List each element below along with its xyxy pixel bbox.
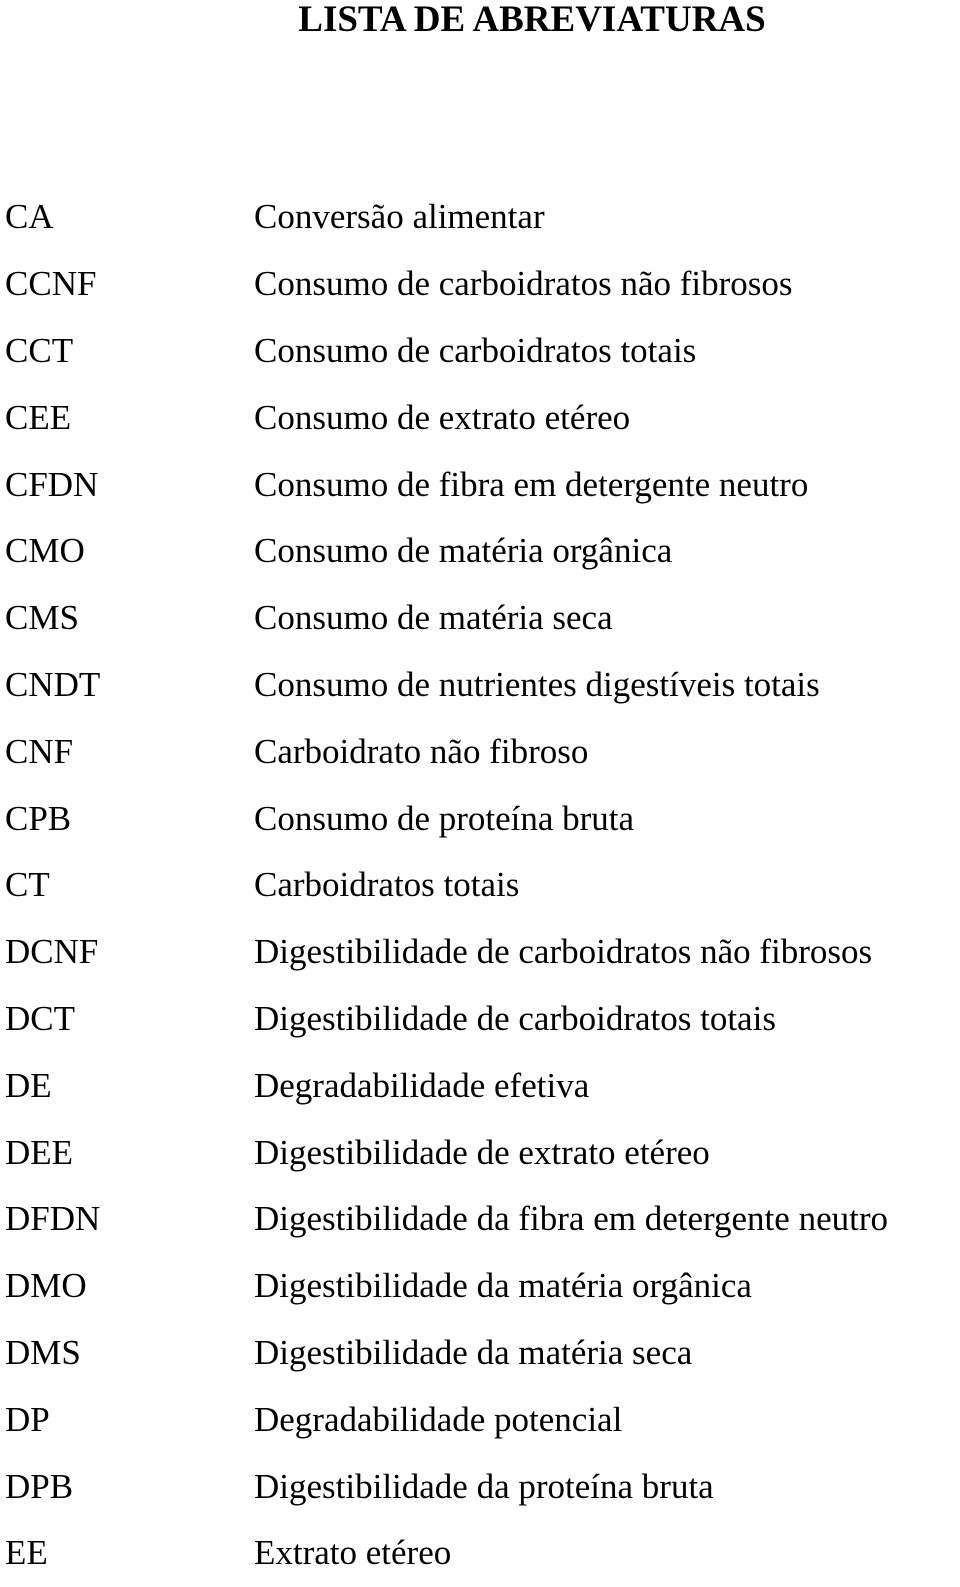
page-title: LISTA DE ABREVIATURAS <box>298 0 766 40</box>
abbreviation-code: CMO <box>5 531 85 571</box>
abbreviation-code: DEE <box>5 1132 74 1172</box>
abbreviation-row <box>0 1453 960 1520</box>
abbreviation-code: CNF <box>5 731 74 771</box>
abbreviation-row <box>0 986 960 1053</box>
abbreviation-code: CT <box>5 865 50 905</box>
abbreviation-code: CMS <box>5 598 79 638</box>
abbreviation-row <box>0 1052 960 1119</box>
abbreviation-code: CA <box>5 197 54 237</box>
abbreviation-description: Digestibilidade de carboidratos não fibrosos <box>254 932 873 972</box>
abbreviation-list <box>0 184 960 1587</box>
abbreviation-description: Degradabilidade efetiva <box>254 1065 590 1105</box>
abbreviation-description: Digestibilidade de extrato etéreo <box>254 1132 710 1172</box>
abbreviation-description: Consumo de carboidratos totais <box>254 330 697 370</box>
abbreviation-description: Digestibilidade da matéria orgânica <box>254 1266 752 1306</box>
abbreviation-description: Consumo de matéria seca <box>254 598 613 638</box>
abbreviation-row <box>0 1320 960 1387</box>
abbreviation-row <box>0 652 960 719</box>
abbreviation-description: Consumo de proteína bruta <box>254 798 635 838</box>
abbreviation-description: Conversão alimentar <box>254 197 545 237</box>
abbreviation-code: CFDN <box>5 464 99 504</box>
abbreviation-code: DMO <box>5 1266 87 1306</box>
abbreviation-description: Digestibilidade da proteína bruta <box>254 1466 714 1506</box>
abbreviation-code: EE <box>5 1533 48 1573</box>
abbreviation-code: CNDT <box>5 664 101 704</box>
abbreviation-description: Consumo de fibra em detergente neutro <box>254 464 809 504</box>
abbreviation-description: Consumo de matéria orgânica <box>254 531 673 571</box>
abbreviation-row <box>0 585 960 652</box>
abbreviation-row <box>0 1186 960 1253</box>
abbreviation-code: CEE <box>5 397 72 437</box>
abbreviation-code: DMS <box>5 1332 81 1372</box>
abbreviation-code: CCT <box>5 330 74 370</box>
abbreviation-description: Carboidrato não fibroso <box>254 731 589 771</box>
abbreviation-code: CPB <box>5 798 72 838</box>
abbreviation-code: DCT <box>5 998 75 1038</box>
abbreviation-description: Digestibilidade da matéria seca <box>254 1332 693 1372</box>
abbreviation-row <box>0 384 960 451</box>
abbreviation-row <box>0 785 960 852</box>
abbreviation-row <box>0 451 960 518</box>
abbreviation-code: DCNF <box>5 932 99 972</box>
abbreviation-code: DPB <box>5 1466 74 1506</box>
abbreviation-row <box>0 1253 960 1320</box>
abbreviation-code: DP <box>5 1399 50 1439</box>
abbreviation-code: DFDN <box>5 1199 101 1239</box>
abbreviation-description: Digestibilidade da fibra em detergente neutro <box>254 1199 888 1239</box>
abbreviation-description: Extrato etéreo <box>254 1533 452 1573</box>
abbreviation-row <box>0 318 960 385</box>
abbreviation-description: Consumo de extrato etéreo <box>254 397 631 437</box>
abbreviation-description: Digestibilidade de carboidratos totais <box>254 998 776 1038</box>
abbreviation-code: DE <box>5 1065 52 1105</box>
abbreviation-code: CCNF <box>5 264 97 304</box>
abbreviation-row <box>0 852 960 919</box>
abbreviation-description: Consumo de nutrientes digestíveis totais <box>254 664 820 704</box>
abbreviation-description: Degradabilidade potencial <box>254 1399 623 1439</box>
abbreviation-row <box>0 518 960 585</box>
abbreviation-row <box>0 1520 960 1587</box>
abbreviation-row <box>0 184 960 251</box>
abbreviation-description: Carboidratos totais <box>254 865 520 905</box>
abbreviation-row <box>0 1386 960 1453</box>
abbreviation-row <box>0 718 960 785</box>
abbreviation-row <box>0 251 960 318</box>
abbreviation-row <box>0 919 960 986</box>
abbreviation-row <box>0 1119 960 1186</box>
abbreviation-description: Consumo de carboidratos não fibrosos <box>254 264 793 304</box>
